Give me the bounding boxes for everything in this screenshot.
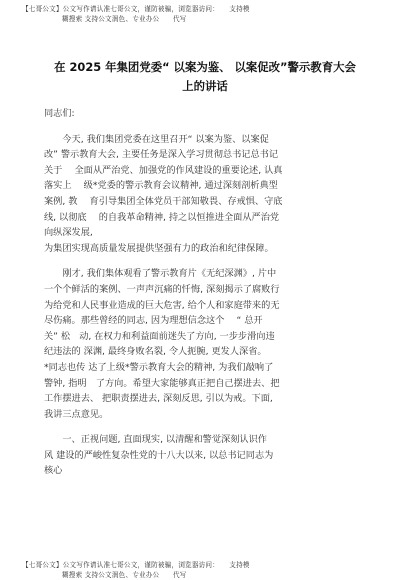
paragraph-3 xyxy=(44,432,366,479)
title-line-2: 上的讲话 xyxy=(182,79,228,93)
text-line: 警钟, 指明 了方向。希望大家能够真正把自己摆进去、把 xyxy=(44,377,280,389)
text-line: 为集团实现高质量发展提供坚强有力的政治和纪律保障。 xyxy=(44,242,274,254)
page-header xyxy=(22,4,392,24)
text-line: 为给党和人民事业造成的巨大危害, 给个人和家庭带来的无 xyxy=(44,299,280,311)
text-line: 关” 松 动, 在权力和利益面前迷失了方向, 一步步滑向违 xyxy=(44,330,275,342)
salutation: 同志们: xyxy=(44,108,75,119)
page-footer xyxy=(22,560,392,580)
document-title xyxy=(20,58,390,96)
footer-line-1: 【七哥公文】公文写作请认准七哥公文，谨防被骗，浏览器访问： 支持模 xyxy=(22,561,250,569)
header-line-1: 【七哥公文】公文写作请认准七哥公文，谨防被骗，浏览器访问： 支持模 xyxy=(22,5,250,13)
text-line: 落实上 级*党委的警示教育会议精神, 通过深刻剖析典型 xyxy=(44,180,278,192)
text-line: 一个个鲜活的案例、一声声沉痛的忏悔, 深刻揭示了腐败行 xyxy=(44,283,280,295)
text-line: *同志也传 达了上级*警示教育大会的精神, 为我们敲响了 xyxy=(44,361,274,373)
text-line: 一、正视问题, 直面现实, 以清醒和警觉深刻认识作 xyxy=(44,434,267,446)
text-line: 关于 全面从严治党、加强党的作风建设的重要论述, 认真 xyxy=(44,164,283,176)
paragraph-1 xyxy=(44,132,366,257)
text-line: 向纵深发展, xyxy=(44,227,93,239)
header-line-2: 糊搜索 支持公文润色、专业办公 代写 xyxy=(62,15,187,23)
title-line-1: 在 2025 年集团党委“ 以案为鉴、 以案促改”警示教育大会 xyxy=(54,60,356,74)
text-line: 改” 警示教育大会, 主要任务是深入学习贯彻总书记总书记 xyxy=(44,149,279,161)
document-body xyxy=(44,106,366,479)
text-line: 工作摆进去、 把职责摆进去, 深刻反思, 引以为戒。下面, xyxy=(44,393,273,405)
text-line: 今天, 我们集团党委在这里召开“ 以案为鉴、以案促 xyxy=(44,133,269,145)
footer-line-2: 糊搜索 支持公文润色、专业办公 代写 xyxy=(62,571,187,579)
text-line: 核心 xyxy=(44,465,63,477)
text-line: 案例, 教 育引导集团全体党员干部知敬畏、存戒惧、守底 xyxy=(44,195,283,207)
text-line: 尽伤痛。那些曾经的同志, 因为理想信念这个 “ 总开 xyxy=(44,315,263,327)
paragraph-2 xyxy=(44,266,366,422)
text-line: 纪违法的 深渊, 最终身败名裂, 令人扼腕, 更发人深省。 xyxy=(44,346,267,358)
text-line: 我讲三点意见。 xyxy=(44,408,109,420)
text-line: 风 建设的严峻性复杂性党的十八大以来, 以总书记同志为 xyxy=(44,449,274,461)
text-line: 刚才, 我们集体观看了警示教育片《无纪深渊》, 片中 xyxy=(44,268,277,280)
text-line: 线, 以彻底 的自我革命精神, 持之以恒推进全面从严治党 xyxy=(44,211,280,223)
